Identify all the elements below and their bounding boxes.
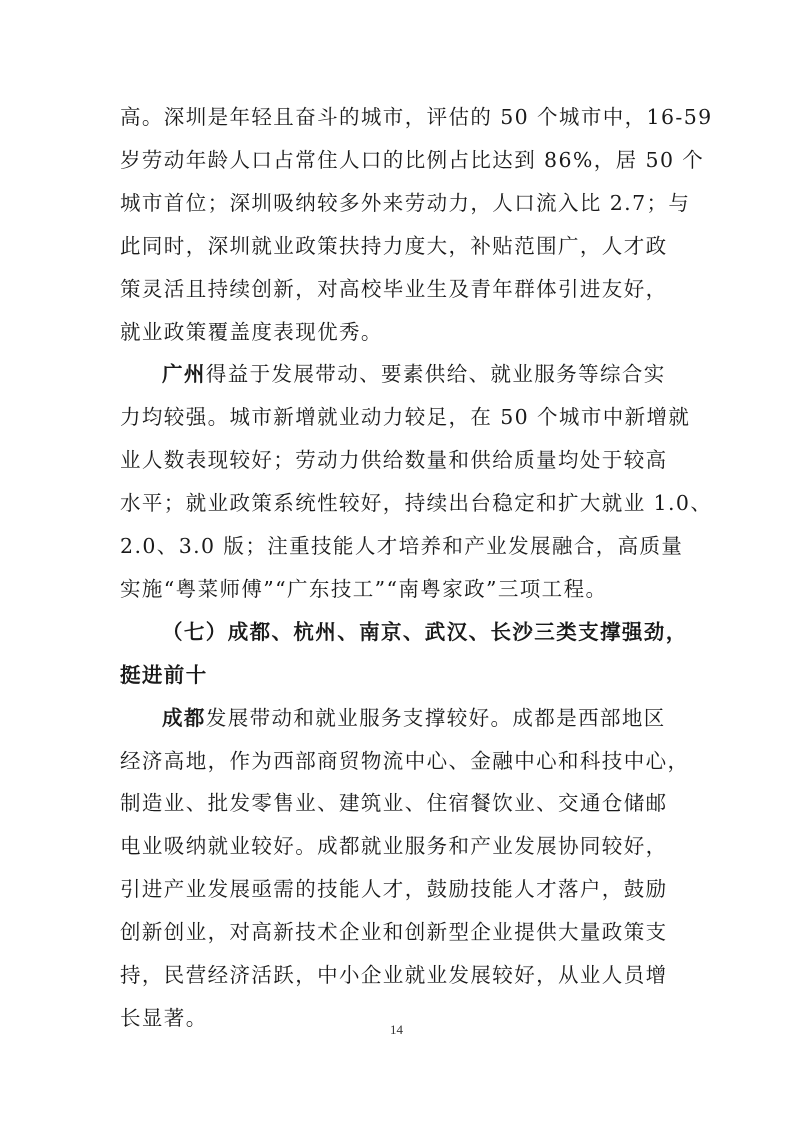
- paragraph-first-line: [162, 354, 680, 394]
- text-line: 业人数表现较好；劳动力供给数量和供给质量均处于较高: [120, 448, 668, 472]
- text-line: 此同时，深圳就业政策扶持力度大，补贴范围广，人才政: [120, 234, 668, 258]
- section-heading: （七）成都、杭州、南京、武汉、长沙三类支撑强劲，: [162, 620, 688, 644]
- paragraph-first-line: [162, 698, 680, 738]
- text-line: 创新创业，对高新技术企业和创新型企业提供大量政策支: [120, 920, 668, 944]
- text-line: 水平；就业政策系统性较好，持续出台稳定和扩大就业 1.0、: [120, 491, 713, 515]
- city-name-guangzhou: 广州: [162, 362, 206, 386]
- text-line: 持，民营经济活跃，中小企业就业发展较好，从业人员增: [120, 963, 668, 987]
- text-line: 经济高地，作为西部商贸物流中心、金融中心和科技中心，: [120, 749, 690, 773]
- text-line: 城市首位；深圳吸纳较多外来劳动力，人口流入比 2.7；与: [120, 191, 691, 215]
- text-line: 2.0、3.0 版；注重技能人才培养和产业发展融合，高质量: [120, 534, 684, 558]
- text-line: 电业吸纳就业较好。成都就业服务和产业发展协同较好，: [120, 834, 668, 858]
- text-run: 发展带动和就业服务支撑较好。成都是西部地区: [205, 706, 666, 730]
- text-line: 力均较强。城市新增就业动力较足，在 50 个城市中新增就: [120, 405, 691, 429]
- text-line: 高。深圳是年轻且奋斗的城市，评估的 50 个城市中，16-59: [120, 105, 713, 129]
- text-line: 就业政策覆盖度表现优秀。: [120, 320, 383, 344]
- text-line: 实施“粤菜师傅”“广东技工”“南粤家政”三项工程。: [120, 577, 608, 601]
- text-line: 制造业、批发零售业、建筑业、住宿餐饮业、交通仓储邮: [120, 791, 668, 815]
- city-name-chengdu: 成都: [162, 706, 206, 730]
- text-line: 岁劳动年龄人口占常住人口的比例占比达到 86%，居 50 个: [120, 148, 705, 172]
- text-line: 长显著。: [120, 1006, 208, 1030]
- section-heading-continued: 挺进前十: [120, 663, 208, 687]
- text-line: 引进产业发展亟需的技能人才，鼓励技能人才落户，鼓励: [120, 877, 668, 901]
- text-run: 得益于发展带动、要素供给、就业服务等综合实: [205, 362, 666, 386]
- page-number: 14: [390, 1022, 403, 1037]
- text-line: 策灵活且持续创新，对高校毕业生及青年群体引进友好，: [120, 277, 668, 301]
